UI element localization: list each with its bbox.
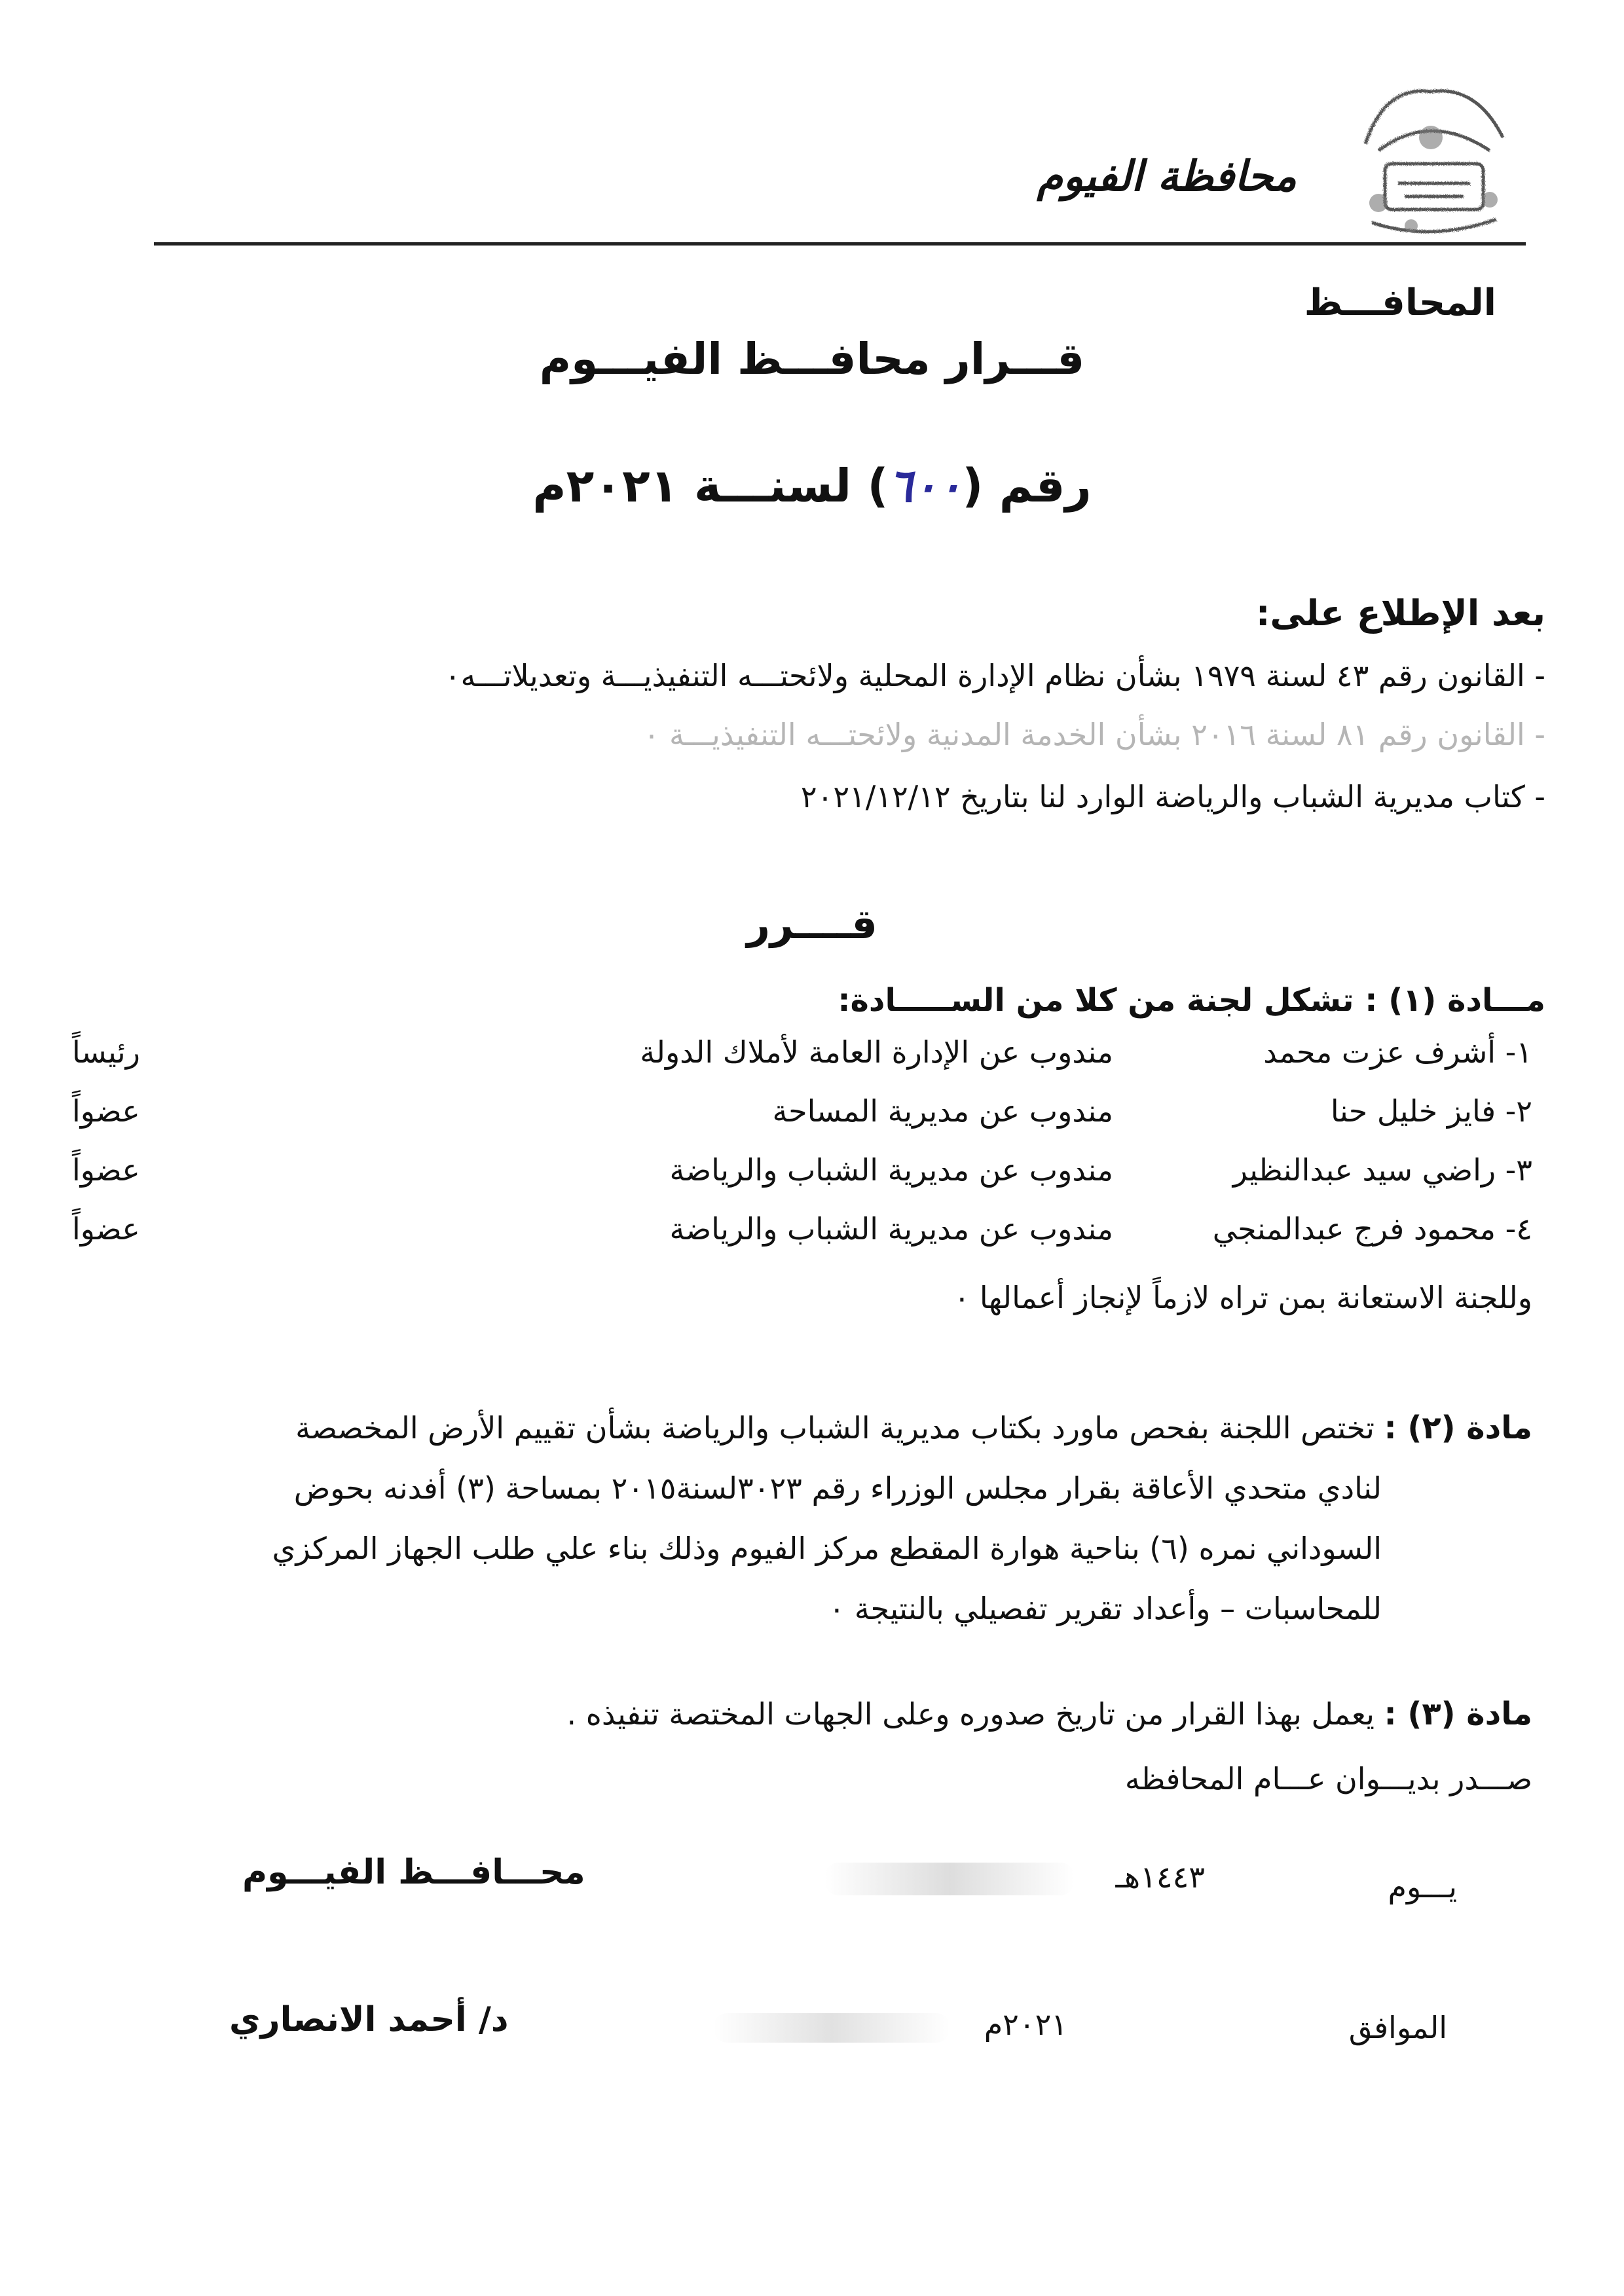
member-row [72, 1152, 1532, 1198]
member-name: ٢- فايز خليل حنا [1330, 1093, 1532, 1129]
hijri-year: ١٤٤٣هـ [1115, 1859, 1205, 1895]
article-3-label: مادة (٣) : [1384, 1696, 1532, 1732]
issued-at: صـــدر بديـــوان عـــام المحافظه [1124, 1761, 1532, 1796]
article-2-line: للمحاسبات – وأعداد تقرير تفصيلي بالنتيجة ٠ [828, 1591, 1382, 1626]
gregorian-label: الموافق [1348, 2010, 1447, 2045]
member-name: ٣- راضي سيد عبدالنظير [1232, 1152, 1532, 1188]
member-position: رئيساً [72, 1034, 140, 1070]
decree-number-handwritten: ٦٠٠ [888, 458, 963, 513]
decided-heading: قــــرر [747, 900, 877, 948]
article-2-label: مادة (٢) : [1384, 1410, 1532, 1446]
article-3 [566, 1696, 1532, 1732]
signatory-title: محـــافـــظ الفيـــوم [242, 1853, 585, 1892]
member-role: مندوب عن مديرية الشباب والرياضة [669, 1152, 1113, 1188]
member-role: مندوب عن الإدارة العامة لأملاك الدولة [640, 1034, 1113, 1070]
preamble-item: - القانون رقم ٨١ لسنة ٢٠١٦ بشأن الخدمة المدنية ولائحتـــه التنفيذيـــة ٠ [643, 717, 1545, 752]
preamble-title: بعد الإطلاع على: [1255, 592, 1545, 634]
member-name: ٤- محمود فرج عبدالمنجي [1212, 1211, 1532, 1247]
day-label: يـــوم [1388, 1869, 1457, 1904]
governorate-seal [1339, 72, 1522, 249]
member-role: مندوب عن مديرية الشباب والرياضة [669, 1211, 1113, 1247]
faded-hijri-date [825, 1863, 1074, 1895]
member-row [72, 1093, 1532, 1139]
article-2-line: لنادي متحدي الأعاقة بقرار مجلس الوزراء رقم ٣٠٢٣لسنة٢٠١٥ بمساحة (٣) أفدنه بحوض [293, 1470, 1382, 1506]
article-1-heading: مـــادة (١) : تشكل لجنة من كلا من الســـــادة: [838, 982, 1545, 1019]
gregorian-year: ٢٠٢١م [984, 2007, 1067, 2042]
preamble-item: - القانون رقم ٤٣ لسنة ١٩٧٩ بشأن نظام الإدارة المحلية ولائحتـــه التنفيذيـــة وتعديلاتـــه٠ [444, 658, 1545, 693]
article-2-line: السوداني نمره (٦) بناحية هوارة المقطع مركز الفيوم وذلك بناء علي طلب الجهاز المركزي [272, 1531, 1382, 1566]
governorate-name: محافظة الفيوم [1037, 152, 1297, 201]
decree-number-suffix: ) لسنـــة ٢٠٢١م [532, 459, 889, 513]
decree-number-prefix: رقم ( [962, 459, 1092, 513]
committee-assist-note: وللجنة الاستعانة بمن تراه لازماً لإنجاز أعمالها ٠ [953, 1280, 1532, 1315]
faded-gregorian-date [714, 2013, 950, 2043]
member-position: عضواً [72, 1152, 140, 1188]
decree-number [0, 458, 1624, 513]
article-2 [52, 1398, 1532, 1639]
member-position: عضواً [72, 1093, 140, 1129]
member-name: ١- أشرف عزت محمد [1263, 1034, 1532, 1070]
decree-title: قـــرار محافـــظ الفيـــوم [539, 334, 1085, 384]
article-2-line [295, 1410, 1532, 1446]
member-row [72, 1211, 1532, 1257]
preamble-item: - كتاب مديرية الشباب والرياضة الوارد لنا بتاريخ ٢٠٢١/١٢/١٢ [800, 779, 1545, 814]
signatory-name: د/ أحمد الانصاري [229, 2000, 509, 2039]
article-3-text: يعمل بهذا القرار من تاريخ صدوره وعلى الجهات المختصة تنفيذه . [566, 1696, 1375, 1732]
header-divider [154, 242, 1526, 246]
member-row [72, 1034, 1532, 1080]
office-label: المحافـــظ [1304, 282, 1496, 324]
member-role: مندوب عن مديرية المساحة [772, 1093, 1113, 1129]
member-position: عضواً [72, 1211, 140, 1247]
article-2-text: تختص اللجنة بفحص ماورد بكتاب مديرية الشباب والرياضة بشأن تقييم الأرض المخصصة [295, 1410, 1375, 1446]
